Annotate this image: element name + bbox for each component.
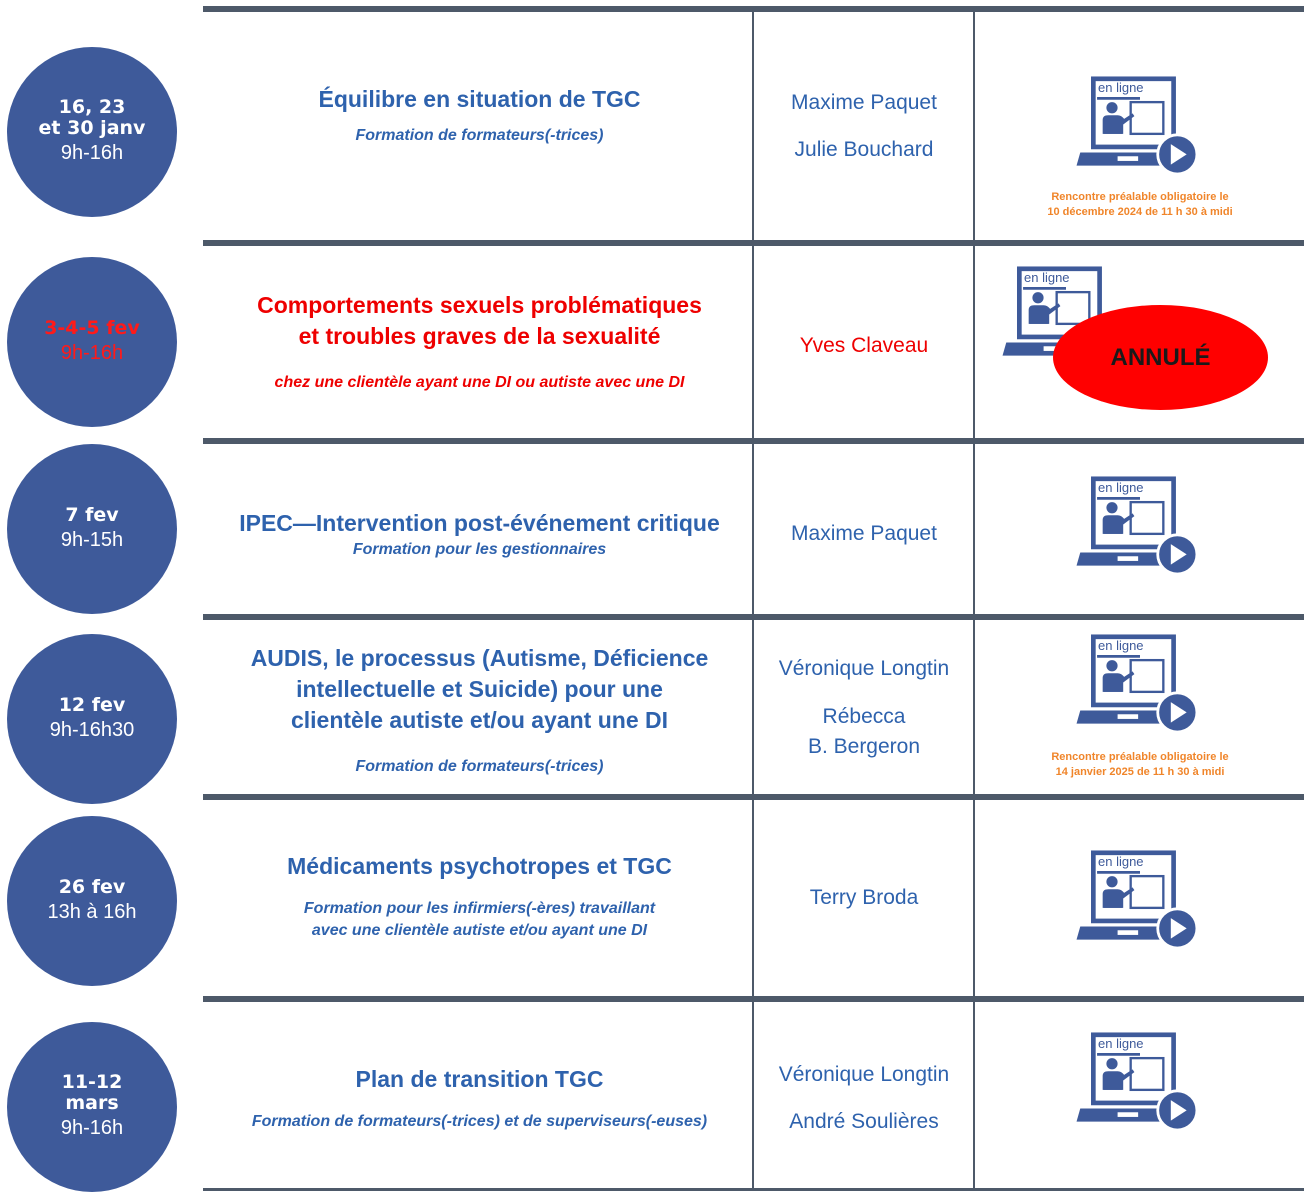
trainer-cell — [756, 78, 972, 174]
course-title: Équilibre en situation de TGC — [318, 85, 641, 112]
time-label: 9h-16h — [60, 341, 124, 364]
course-title-cell — [209, 282, 750, 402]
column-divider — [973, 444, 975, 614]
time-label: 9h-16h30 — [49, 718, 135, 741]
date-badge — [7, 816, 177, 986]
trainer-name: Véronique Longtin — [778, 1063, 950, 1086]
row-divider — [203, 1188, 1304, 1191]
date-badge — [7, 257, 177, 427]
date-label: 7 fev — [65, 503, 119, 526]
format-cell — [976, 476, 1304, 588]
date-label: 3-4-5 fev — [44, 316, 140, 339]
date-label: 26 fev — [58, 875, 126, 898]
course-title-cell — [209, 844, 750, 948]
trainer-name: Yves Claveau — [799, 333, 929, 357]
column-divider — [973, 1002, 975, 1188]
course-title: Médicaments psychotropes et TGC — [287, 852, 672, 879]
column-divider — [752, 444, 754, 614]
date-badge — [7, 1022, 177, 1192]
prerequisite-note — [1051, 750, 1228, 780]
date-label: mars — [65, 1092, 119, 1114]
trainer-name: André Soulières — [789, 1110, 939, 1133]
course-title-cell — [209, 1052, 750, 1144]
online-label: en ligne — [1098, 638, 1144, 653]
trainer-cell — [756, 320, 972, 370]
trainer-name: Julie Bouchard — [794, 138, 934, 161]
trainer-name: Terry Broda — [809, 885, 919, 909]
course-title: intellectuelle et Suicide) pour une — [296, 675, 663, 702]
date-label: 11-12 — [61, 1071, 123, 1093]
note-line: Rencontre préalable obligatoire le — [1051, 191, 1229, 203]
trainer-cell — [756, 508, 972, 558]
course-title: Comportements sexuels problématiques — [257, 292, 702, 318]
course-title: et troubles graves de la sexualité — [298, 323, 661, 349]
column-divider — [973, 620, 975, 794]
format-cell — [976, 634, 1304, 780]
time-label: 13h à 16h — [47, 900, 137, 923]
trainer-name: Véronique Longtin — [778, 657, 950, 680]
course-subtitle: Formation de formateurs(-trices) — [355, 757, 604, 775]
column-divider — [752, 800, 754, 996]
note-line: Rencontre préalable obligatoire le — [1051, 751, 1229, 763]
course-subtitle: avec une clientèle autiste et/ou ayant une DI — [311, 921, 648, 939]
course-title-cell — [209, 70, 750, 160]
online-label: en ligne — [1098, 854, 1144, 869]
time-label: 9h-16h — [60, 142, 124, 164]
course-subtitle: Formation pour les infirmiers(-ères) travaillant — [303, 899, 656, 917]
format-cell — [976, 76, 1304, 220]
column-divider — [752, 246, 754, 438]
trainer-cell — [756, 1050, 972, 1146]
course-subtitle: chez une clientèle ayant une DI ou autiste avec une DI — [274, 374, 685, 391]
date-badge — [7, 634, 177, 804]
course-title-cell — [209, 504, 750, 564]
course-subtitle: Formation de formateurs(-trices) et de superviseurs(-euses) — [251, 1112, 708, 1130]
date-label: 12 fev — [58, 693, 126, 716]
column-divider — [973, 800, 975, 996]
column-divider — [752, 1002, 754, 1188]
course-title: clientèle autiste et/ou ayant une DI — [290, 706, 669, 733]
online-label: en ligne — [1024, 270, 1070, 285]
online-label: en ligne — [1098, 480, 1144, 495]
prerequisite-note — [1047, 190, 1232, 220]
note-line: 10 décembre 2024 de 11 h 30 à midi — [1047, 206, 1233, 218]
date-label: 16, 23 — [58, 96, 126, 118]
date-label: et 30 janv — [38, 117, 146, 139]
course-title: AUDIS, le processus (Autisme, Déficience — [250, 644, 709, 671]
course-title-cell — [209, 642, 750, 778]
course-subtitle: Formation pour les gestionnaires — [352, 540, 607, 558]
trainer-name: Maxime Paquet — [791, 521, 937, 545]
trainer-name: B. Bergeron — [807, 735, 921, 758]
course-subtitle: Formation de formateurs(-trices) — [355, 126, 604, 144]
note-line: 14 janvier 2025 de 11 h 30 à midi — [1055, 766, 1225, 778]
trainer-name: Rébecca — [822, 705, 906, 728]
column-divider — [973, 12, 975, 240]
date-badge — [7, 444, 177, 614]
trainer-name: Maxime Paquet — [791, 91, 937, 114]
cancelled-badge: ANNULÉ — [1053, 305, 1268, 410]
time-label: 9h-15h — [60, 528, 124, 551]
date-badge — [7, 47, 177, 217]
trainer-cell — [756, 872, 972, 922]
trainer-cell — [756, 648, 972, 768]
online-label: en ligne — [1098, 80, 1144, 95]
course-title: IPEC—Intervention post-événement critique — [239, 509, 720, 536]
column-divider — [752, 620, 754, 794]
course-title: Plan de transition TGC — [355, 1065, 604, 1092]
online-label: en ligne — [1098, 1036, 1144, 1051]
time-label: 9h-16h — [60, 1117, 124, 1139]
format-cell — [976, 850, 1304, 962]
column-divider — [752, 12, 754, 240]
format-cell — [976, 1032, 1304, 1144]
